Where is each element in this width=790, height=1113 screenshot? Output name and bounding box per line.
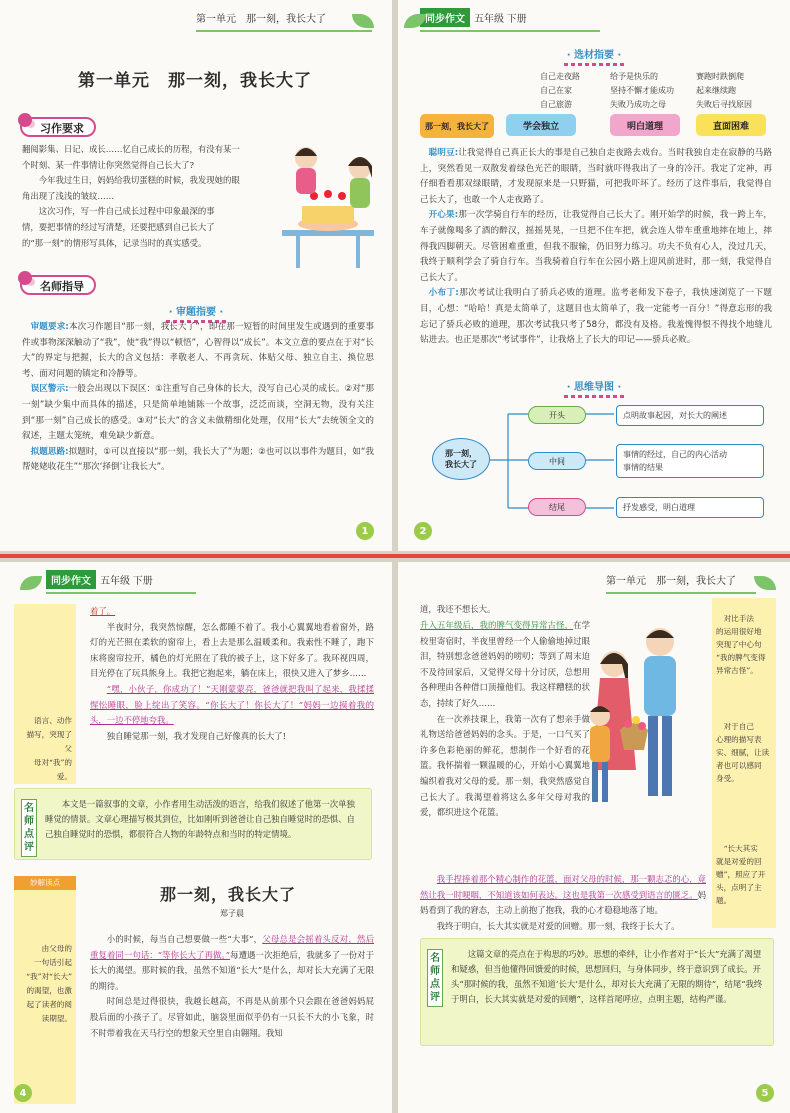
material-column-2: 给予是快乐的 坚持不懈才能成功 失败乃成功之母: [610, 72, 674, 109]
mind-map-center: 那一刻， 我长大了: [432, 438, 490, 480]
teacher-comment-box-1: [14, 788, 372, 860]
mind-map-detail-ending: 抒发感受，明白道理: [616, 497, 764, 518]
label-topic-requirement: 审题要求:: [30, 322, 69, 332]
category-face-difficulty: 直面困难: [696, 114, 766, 136]
page-number: 1: [356, 522, 374, 540]
mind-map-detail-middle: 事情的经过，自己的内心活动 事情的结果: [616, 444, 764, 478]
sample-passages: 聪明豆:让我觉得自己真正长大的事是自己独自走夜路去戏台。当时我独自走在寂静的马路上，突然看见一双散发着绿色光芒的眼睛，当时就吓得我出了一身的冷汗。我定了定神，再仔细看看那双绿眼睛，才发现原来是一只野猫，可把我吓坏了。经历了这件事后，我觉得自己长大了，也敢一个人走夜路了。 开心果:那一次学骑自行车的经历，让我觉得自己长大了。刚开始学的时候，我一跨上车，车子就像喝多了酒的醉汉，摇摇晃晃，一旦把不住车把，就会连人带车重重地摔在地上，摔得我四脚朝天。尽管困难重重，但我不服输，仍旧努力练习。功夫不负有心人，没过几天，我终于顺利学会了骑自行车。当我骑着自行车在公园小路上迎风前进时，那一刻，我觉得自己长大了。 小布丁:那次考试让我明白了骄兵必败的道理。监考老师发下卷子，我快速浏览了一下题目，心想：“哈哈！真是太简单了，这题目也太简单了，我一定能考一百分！”得意忘形的我忘记了骄兵必败的道理，那次考试我只考了58分，都没有及格。我羞愧得恨不得找个地缝儿钻进去。也正是那次“考试事件”，让我烙上了长大的印记——骄兵必败。: [420, 148, 772, 346]
essay-opening-text: 小的时候，每当自己想要做一些“大事”，父母总是会摇着头反对，然后重复着同一句话：“等你长大了再做。”每遭遇一次拒绝后，我就多了一份对于长大的渴望。那时候的我，虽然不知道“长大”是什么，却对长大充满了无限的期待。 时间总是过得很快，我越长越高，不再是从前那个只会跟在爸爸妈妈屁股后面的小孩子了。尽管如此，脑袋里面似乎仍有一只长不大的小飞象，时不时带着我在天马行空的想象天空里自由翱翔。我知: [90, 934, 375, 1038]
essay-continued-text: 着了。 半夜时分，我突然惊醒，怎么都睡不着了。我小心翼翼地看着窗外，路灯的光芒照在柔软的窗帘上，看上去是那么温暖柔和。我索性不睡了，跑下床将窗帘拉开，橘色的灯光照在了我的被子上，这下好多了。我环视四周，目光停在了玩具熊身上。我把它抱起来，躺在床上，很快又进入了梦乡…… “嘿，小伙子，你成功了！”天刚蒙蒙亮，爸爸就把我叫了起来，我揉揉惺忪睡眼，脸上绽出了笑容。“你长大了！你长大了！”妈妈一边摸着我的头，一边不停地夸我。 独自睡觉那一刻，我才发现自己好像真的长大了!: [90, 606, 374, 741]
mind-map-node-ending: 结尾: [528, 498, 586, 516]
essay-author: 郑子晨: [220, 909, 244, 918]
header-rule: [46, 592, 196, 594]
label-mistake-warning: 误区警示:: [30, 384, 69, 395]
leaf-ornament-icon: [20, 576, 42, 590]
mind-map-node-middle: 中间: [528, 452, 586, 470]
requirements-text: 翻阅影集、日记、成长……忆自己成长的历程，有没有某一 个时刻、某一件事情让你突然觉得自己长大了? 今年我过生日，妈妈给我切蛋糕的时候，我发现她的眼 角出现了浅浅的皱纹…… 这次习作，写一件自己成长过程中印象最深的事 情，要把事情的经过写清楚，还要把感到自己长大了 的“那一刻”的情形写具体，记录当时的真实感受。: [22, 144, 240, 248]
essay-text-bottom: 我手捏捧着那个精心制作的花篮，面对父母的时候，那一颗志忑的心，竟然让我一时哽咽，不知道该如何表达。这也是我第一次感受到语言的匮乏。妈妈看到了我的窘态，主动上前抱了抱我，我的心才稳稳地落了地。 我终于明白，长大其实就是对爱的回赠。那一刻，我终于长大了。: [420, 874, 706, 931]
leaf-ornament-icon: [754, 576, 776, 590]
leaf-ornament-icon: [352, 14, 374, 28]
side-annotation-2: 由父母的 一句话引起 “我”对“长大” 的渴望，也激 起了读者的阅 读期望。: [26, 944, 72, 1023]
teacher-comment-text: 本文是一篇叙事的文章，小作者用生动活泼的语言，给我们叙述了他第一次单独睡觉的情景。文章心理描写极其到位，比如刚听到爸爸让自己独自睡觉时的恐惧、自己独自睡觉时的恐惧，都很符合人物的年龄特点和当时的特定情境。: [45, 799, 355, 839]
category-understand-principle: 明白道理: [610, 114, 680, 136]
essay-text-top: 道，我还不想长大。: [420, 604, 496, 614]
material-column-1: 自己走夜路 自己在家 自己旅游: [540, 72, 580, 109]
topic-start-box: 那一刻，我长大了: [420, 114, 494, 138]
page-2: [398, 0, 790, 551]
subheading-mind-map: · 思维导图 ·: [524, 378, 664, 398]
page-3: [0, 562, 392, 1113]
page-title: 第一单元 那一刻，我长大了: [78, 71, 312, 91]
teacher-comment-text: 这篇文章的亮点在于构思的巧妙。思想的牵绊，让小作者对于“长大”充满了渴望和疑惑，但当他懂得回馈爱的时候，思想回归，与身体同步，终于意识到了成长。开头“那时候的我，虽然不知道‘长大’是什么，却对长大充满了无限的期待”，结尾“我终于明白，长大其实就是对爱的回赠”，这样首尾呼应，点明主题，结构严谨。: [451, 949, 763, 1004]
side-annotation-panel: [712, 598, 776, 928]
category-learn-independence: 学会独立: [506, 114, 576, 136]
page-header: 第一单元 那一刻，我长大了: [196, 13, 326, 25]
mind-map-detail-beginning: 点明故事起因，对长大的阐述: [616, 405, 764, 426]
mind-map-node-beginning: 开头: [528, 406, 586, 424]
header-rule: [196, 30, 372, 32]
section-heading-guidance: 名师指导: [20, 275, 96, 295]
page-number: 2: [414, 522, 432, 540]
teacher-comment-label: 名师点评: [427, 949, 443, 1007]
section-heading-requirements: 习作要求: [20, 117, 96, 137]
header-rule: [606, 592, 756, 594]
page-header: 同步作文 五年级 下册: [46, 566, 153, 592]
side-annotation-3: “长大其实 就是对爱的回 赠”，照应了开 头，点明了主题。: [716, 844, 766, 905]
birthday-cake-illustration: [276, 138, 380, 270]
page-header: 同步作文 五年级 下册: [420, 4, 527, 30]
page-number: 5: [756, 1084, 774, 1102]
subheading-material-selection: · 选材指要 ·: [524, 46, 664, 66]
page-1: [0, 0, 392, 551]
guidance-text: 审题要求:本次习作题目“那一刻，我长大了”，即在那一短暂的时间里发生或遇到的重要事件或事物深深触动了“我”，使“我”得以“顿悟”，心智得以“成长”。本文立意的要点在于对“长大”的界定与把握，长大的含义包括：孝敬老人、不再贪玩、体贴父母、独立自主、换位思考、面对问题的镇定和冷静等。 误区警示:一般会出现以下误区：①注重写自己身体的长大，没写自己心灵的成长。②对“那一刻”缺少集中而具体的描述，只是简单地铺陈一个故事，泛泛而谈，空洞无物，没有关注到“那一刻”自己成长的感受。③对“长大”的含义未做精细化处理，仅用“长大”去统领全文的叙述，主题太笼统，难免缺少新意。 拟题思路:拟题时，①可以直接以“那一刻，我长大了”为题；②也可以以事件为题目，如“我帮姥姥收花生”“那次‘择倒’让我长大”。: [22, 322, 375, 473]
subheading-topic-analysis: · 审题指要 ·: [126, 303, 266, 323]
page-header: 第一单元 那一刻，我长大了: [606, 575, 736, 587]
header-rule: [420, 30, 600, 32]
page-divider: [0, 551, 790, 562]
essay-badge: 妙解读点: [14, 876, 76, 890]
material-column-3: 赛跑时跌倒爬 起来继续跑 失败后寻找原因: [696, 72, 752, 109]
essay-title: 那一刻，我长大了: [160, 885, 297, 904]
page-4: [398, 562, 790, 1113]
side-annotation-1: 对比手法 的运用很好地 突现了中心句 “我的脾气变得 异常古怪”。: [716, 614, 766, 675]
side-annotation-2: 对于自己 心理的描写表 实、细腻，让读 者也可以感同 身受。: [716, 722, 770, 783]
side-annotation-panel-2: [14, 876, 76, 1104]
teacher-comment-label: 名师点评: [21, 799, 37, 857]
essay-text-middle: 升入五年级后，我的脾气变得异常古怪，在学校里寄宿时，半夜里曾经一个人偷偷地掉过眼泪，特别想念爸爸妈妈的唠叨；等到了周末迫不及待回家后，又觉得父母十分讨厌，总想用各种理由各种借口顶撞他们。我这样糟糕的状态，持续了好久…… 在一次养技课上，我第一次有了想亲手做礼物送给爸爸妈妈的念头。于是，一口气买了许多色彩艳丽的鲜花，想制作一个好看的花篮。我怀揣着一颗温暖的心，开始小心翼翼地编织着我对父母的爱。那一刻，我突然感觉自己长大了。我渴望着将这么多年父母对我的爱，都织进这个花篮。: [420, 620, 591, 818]
label-title-ideas: 拟题思路:: [30, 446, 69, 457]
teacher-comment-box-2: [420, 938, 774, 1046]
side-annotation-panel: [14, 604, 76, 784]
side-annotation-1: 语言、动作 描写，突现了父 母对“我”的爱。: [26, 716, 72, 781]
page-number: 4: [14, 1084, 32, 1102]
